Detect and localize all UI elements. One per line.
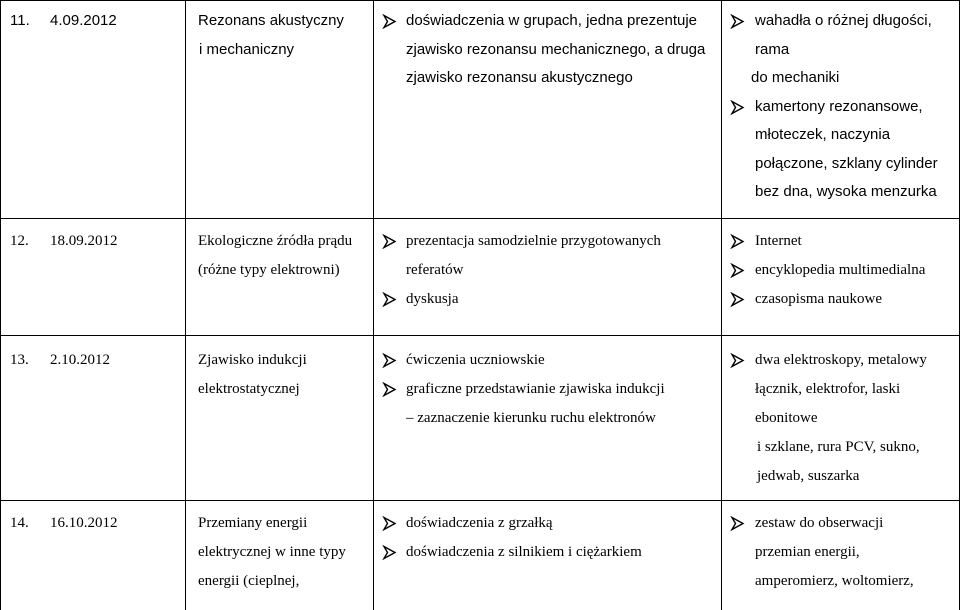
bullet-arrow-icon (382, 14, 399, 29)
form-line: prezentacja samodzielnie przygotowanych (406, 233, 661, 249)
form-line: doświadczenia z grzałką (406, 515, 553, 531)
row-number: 12. (10, 233, 29, 249)
row-separator (0, 500, 960, 501)
material-line: i szklane, rura PCV, sukno, (757, 439, 920, 455)
bullet-arrow-icon (382, 292, 399, 307)
form-line: zjawisko rezonansu akustycznego (406, 69, 633, 86)
material-line: przemian energii, (755, 544, 860, 560)
topic-line: i mechaniczny (199, 40, 295, 58)
form-line: referatów (406, 262, 464, 278)
column-separator (721, 0, 722, 610)
topic-line: elektrycznej w inne typy (198, 544, 346, 560)
bullet-arrow-icon (382, 516, 399, 531)
bullet-arrow-icon (382, 545, 399, 560)
row-separator (0, 218, 960, 219)
material-line: czasopisma naukowe (755, 291, 883, 307)
form-line: doświadczenia z silnikiem i ciężarkiem (406, 544, 642, 560)
material-line: do mechaniki (751, 69, 840, 86)
material-line: jedwab, suszarka (757, 468, 860, 484)
material-line: łącznik, elektrofor, laski (755, 381, 901, 397)
material-line: amperomierz, woltomierz, (755, 573, 914, 589)
bullet-arrow-icon (730, 100, 747, 115)
topic-line: Zjawisko indukcji (198, 352, 307, 368)
bullet-arrow-icon (382, 382, 399, 397)
bullet-arrow-icon (730, 292, 747, 307)
bullet-arrow-icon (730, 14, 747, 29)
row-number: 11. (10, 12, 30, 29)
row-date: 16.10.2012 (50, 515, 118, 531)
row-date: 2.10.2012 (50, 352, 110, 368)
form-line: graficzne przedstawianie zjawiska indukcji (406, 381, 665, 397)
material-line: rama (755, 40, 790, 58)
row-separator (0, 0, 960, 1)
row-number: 13. (10, 352, 29, 368)
column-separator (185, 0, 186, 610)
material-line: Internet (755, 233, 802, 249)
material-line: ebonitowe (755, 410, 818, 426)
bullet-arrow-icon (730, 353, 747, 368)
material-line: zestaw do obserwacji (755, 515, 884, 531)
form-line: doświadczenia w grupach, jedna prezentuje (406, 12, 698, 29)
topic-line: energii (cieplnej, (198, 573, 300, 589)
row-date: 4.09.2012 (50, 12, 117, 29)
column-separator (0, 0, 1, 610)
bullet-arrow-icon (382, 234, 399, 249)
topic-line: Przemiany energii (198, 515, 308, 531)
material-line: połączone, szklany cylinder (755, 154, 938, 172)
bullet-arrow-icon (730, 234, 747, 249)
form-line: – zaznaczenie kierunku ruchu elektronów (406, 410, 656, 426)
material-line: bez dna, wysoka menzurka (755, 183, 937, 200)
material-line: kamertony rezonansowe, (755, 97, 923, 115)
topic-line: Ekologiczne źródła prądu (198, 233, 353, 249)
column-separator (373, 0, 374, 610)
topic-line: elektrostatycznej (198, 381, 300, 397)
form-line: ćwiczenia uczniowskie (406, 352, 545, 368)
topic-line: (różne typy elektrowni) (198, 262, 340, 278)
bullet-arrow-icon (730, 263, 747, 278)
row-number: 14. (10, 515, 29, 531)
form-line: zjawisko rezonansu mechanicznego, a druga (406, 40, 706, 58)
bullet-arrow-icon (730, 516, 747, 531)
material-line: dwa elektroskopy, metalowy (755, 352, 927, 368)
row-date: 18.09.2012 (50, 233, 118, 249)
material-line: młoteczek, naczynia (755, 126, 891, 143)
material-line: encyklopedia multimedialna (755, 262, 926, 278)
bullet-arrow-icon (382, 353, 399, 368)
form-line: dyskusja (406, 291, 459, 307)
topic-line: Rezonans akustyczny (198, 12, 344, 29)
material-line: wahadła o różnej długości, (755, 12, 932, 29)
row-separator (0, 335, 960, 336)
